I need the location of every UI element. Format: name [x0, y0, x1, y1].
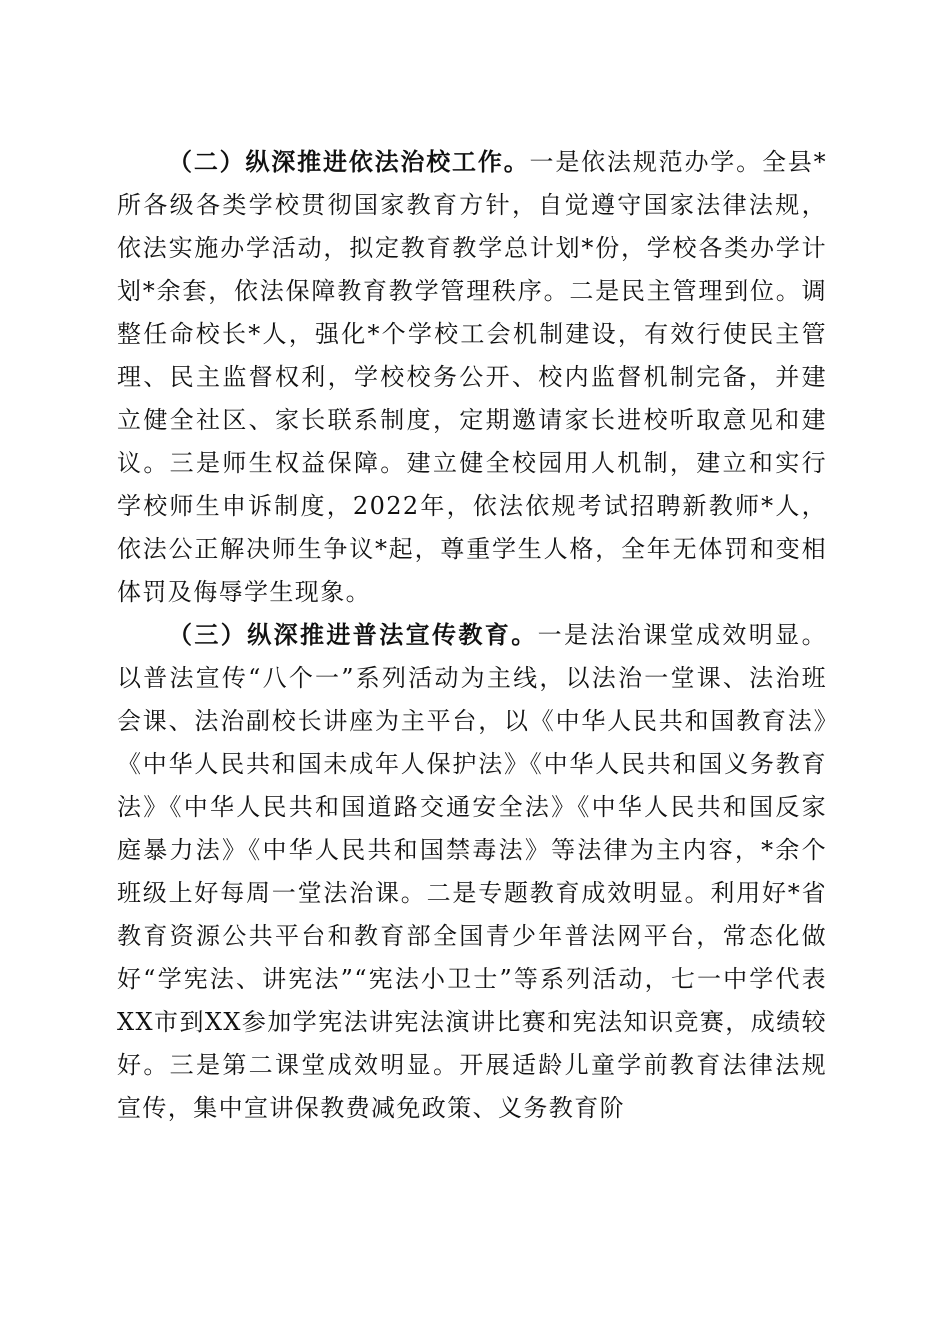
section-heading-2: （二）纵深推进依法治校工作。	[168, 148, 530, 176]
section-body-3: 一是法治课堂成效明显。以普法宣传“八个一”系列活动为主线，以法治一堂课、法治班会课、法治副校长讲座为主平台，以《中华人民共和国教育法》《中华人民共和国未成年人保护法》《中华人民共和国义务教育法》《中华人民共和国道路交通安全法》《中华人民共和国反家庭暴力法》《中华人民共和国禁毒法》等法律为主内容，*余个班级上好每周一堂法治课。二是专题教育成效明显。利用好*省教育资源公共平台和教育部全国青少年普法网平台，常态化做好“学宪法、讲宪法”“宪法小卫士”等系列活动，七一中学代表XX市到XX参加学宪法讲宪法演讲比赛和宪法知识竞赛，成绩较好。三是第二课堂成效明显。开展适龄儿童学前教育法律法规宣传，集中宣讲保教费减免政策、义务教育阶	[117, 621, 827, 1122]
section-heading-3: （三）纵深推进普法宣传教育。	[168, 621, 538, 649]
document-body	[117, 141, 827, 1130]
paragraph-section-3	[117, 614, 827, 1130]
section-body-2: 一是依法规范办学。全县*所各级各类学校贯彻国家教育方针，自觉遵守国家法律法规，依法实施办学活动，拟定教育教学总计划*份，学校各类办学计划*余套，依法保障教育教学管理秩序。二是民主管理到位。调整任命校长*人，强化*个学校工会机制建设，有效行使民主管理、民主监督权利，学校校务公开、校内监督机制完备，并建立健全社区、家长联系制度，定期邀请家长进校听取意见和建议。三是师生权益保障。建立健全校园用人机制，建立和实行学校师生申诉制度，2022年，依法依规考试招聘新教师*人，依法公正解决师生争议*起，尊重学生人格，全年无体罚和变相体罚及侮辱学生现象。	[117, 148, 827, 606]
paragraph-section-2	[117, 141, 827, 614]
